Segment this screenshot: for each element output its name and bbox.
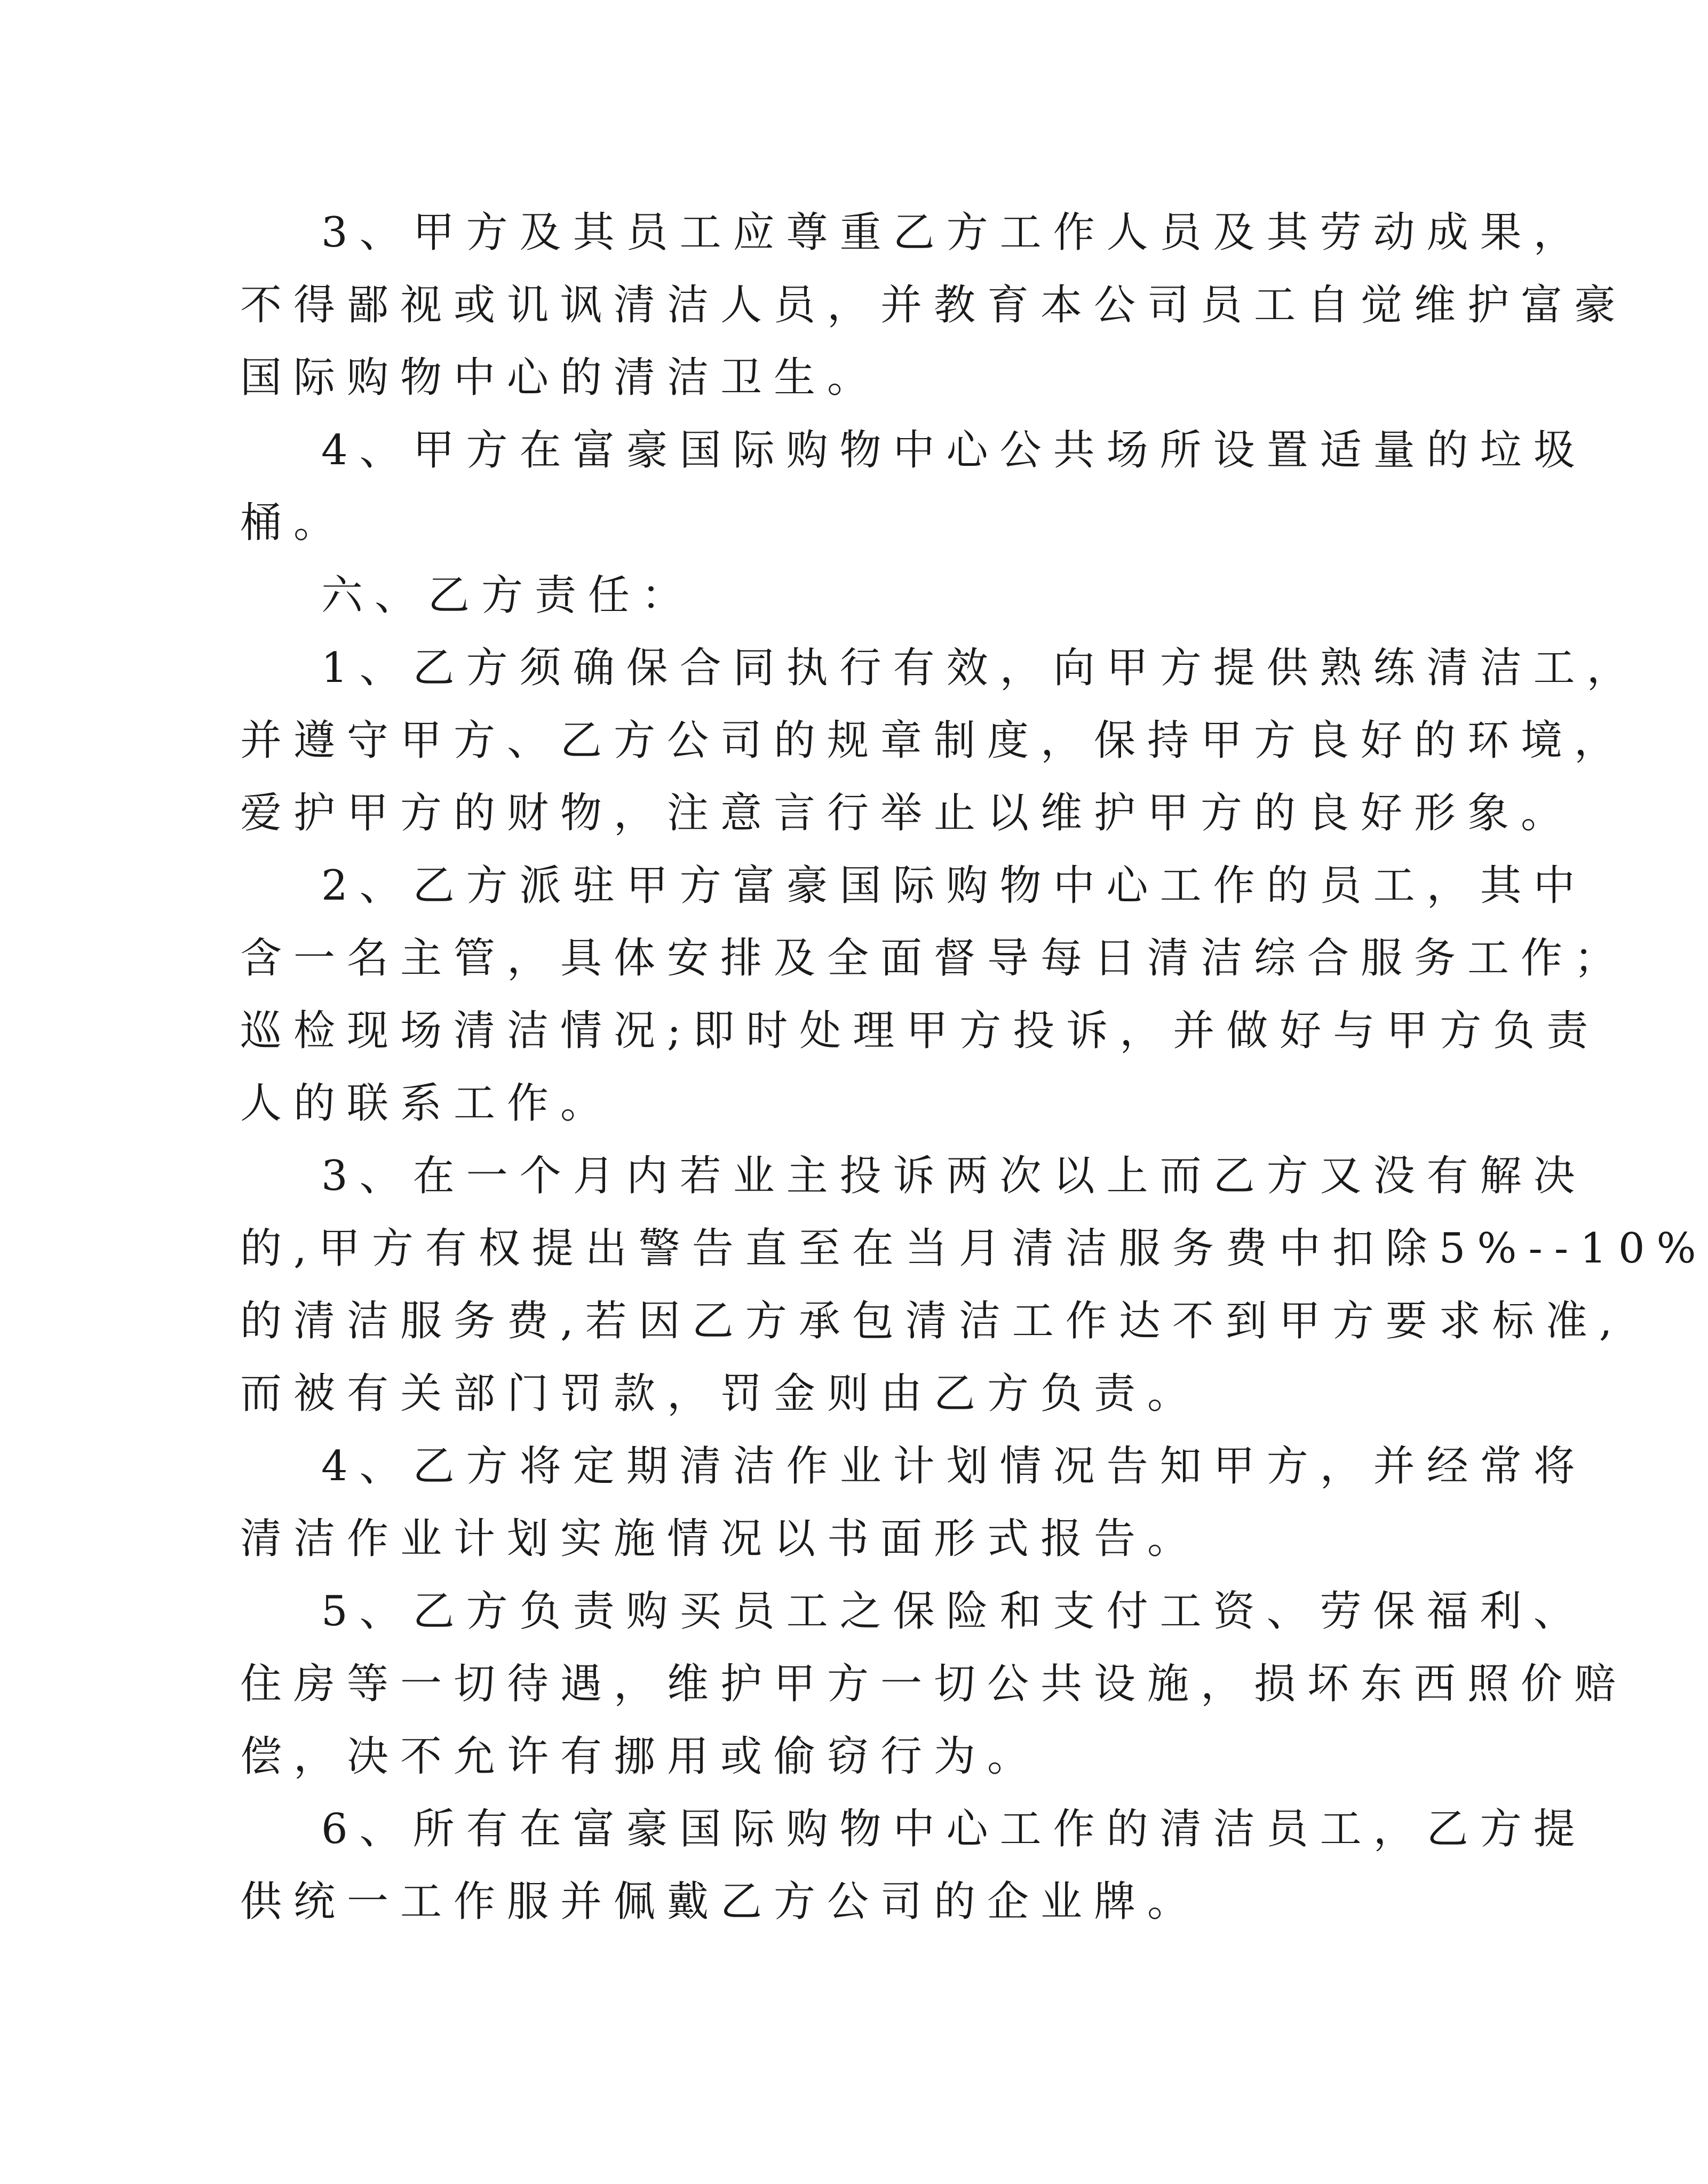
- paragraph-party-a-clause-4: [240, 414, 1587, 559]
- paragraph-party-b-clause-5: [240, 1575, 1627, 1793]
- section-heading: 六、乙方责任：: [321, 571, 695, 620]
- text-line: 爱护甲方的财物，注意言行举止以维护甲方的良好形象。: [240, 789, 1575, 837]
- paragraph-party-b-clause-2: [240, 849, 1627, 1140]
- text-line: 1、乙方须确保合同执行有效，向甲方提供熟练清洁工，: [321, 644, 1640, 692]
- text-line: 国际购物中心的清洁卫生。: [240, 354, 881, 402]
- text-line: 住房等一切待遇，维护甲方一切公共设施，损坏东西照价赔: [240, 1660, 1628, 1708]
- text-line: 桶。: [240, 499, 347, 547]
- section-heading-party-b-responsibility: [240, 559, 695, 632]
- paragraph-party-b-clause-6: [240, 1793, 1587, 1938]
- text-line: 6、所有在富豪国际购物中心工作的清洁员工，乙方提: [321, 1805, 1587, 1853]
- text-line: 5、乙方负责购买员工之保险和支付工资、劳保福利、: [321, 1587, 1587, 1635]
- paragraph-party-a-clause-3: [240, 196, 1627, 414]
- text-line: 3、在一个月内若业主投诉两次以上而乙方又没有解决: [321, 1152, 1587, 1200]
- text-line: 的清洁服务费,若因乙方承包清洁工作达不到甲方要求标准,: [240, 1297, 1624, 1345]
- text-line: 4、乙方将定期清洁作业计划情况告知甲方，并经常将: [321, 1442, 1587, 1490]
- paragraph-party-b-clause-3: [240, 1140, 1708, 1430]
- text-line: 人的联系工作。: [240, 1079, 614, 1127]
- text-line: 3、甲方及其员工应尊重乙方工作人员及其劳动成果，: [321, 209, 1587, 257]
- text-line: 不得鄙视或讥讽清洁人员，并教育本公司员工自觉维护富豪: [240, 281, 1628, 329]
- text-line: 巡检现场清洁情况;即时处理甲方投诉，并做好与甲方负责: [240, 1007, 1600, 1055]
- text-line: 4、甲方在富豪国际购物中心公共场所设置适量的垃圾: [321, 426, 1587, 474]
- text-line: 偿，决不允许有挪用或偷窃行为。: [240, 1733, 1041, 1781]
- text-line: 供统一工作服并佩戴乙方公司的企业牌。: [240, 1878, 1201, 1926]
- text-line: 而被有关部门罚款，罚金则由乙方负责。: [240, 1370, 1201, 1418]
- paragraph-party-b-clause-4: [240, 1430, 1587, 1575]
- text-line: 清洁作业计划实施情况以书面形式报告。: [240, 1515, 1201, 1563]
- text-line: 含一名主管，具体安排及全面督导每日清洁综合服务工作；: [240, 934, 1628, 982]
- text-line: 并遵守甲方、乙方公司的规章制度，保持甲方良好的环境，: [240, 717, 1628, 765]
- text-line: 2、乙方派驻甲方富豪国际购物中心工作的员工，其中: [321, 862, 1587, 910]
- text-line: 的,甲方有权提出警告直至在当月清洁服务费中扣除5%--10%: [240, 1225, 1708, 1273]
- paragraph-party-b-clause-1: [240, 632, 1640, 849]
